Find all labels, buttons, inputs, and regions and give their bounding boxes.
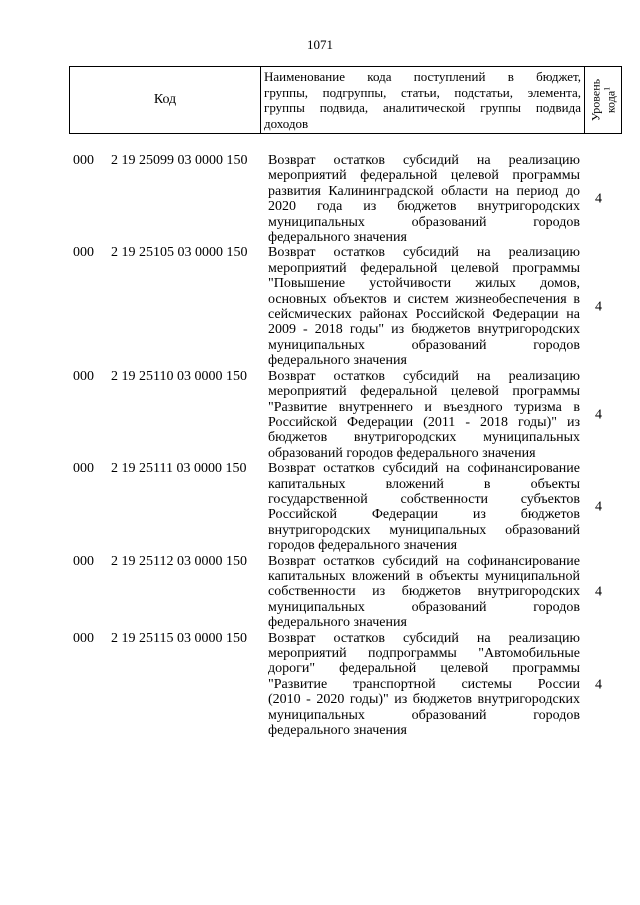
row-prefix: 000 bbox=[73, 368, 94, 384]
header-name-line: доходов bbox=[264, 115, 309, 131]
row-description-line: муниципальных образований городов bbox=[268, 214, 580, 230]
row-description-line: (2010 - 2020 годы)" из бюджетов внутригородских bbox=[268, 692, 580, 708]
row-code: 2 19 25111 03 0000 150 bbox=[111, 461, 247, 477]
header-name-line: группы, подгруппы, статьи, подстатьи, элемента, bbox=[264, 84, 581, 100]
row-description-line: Возврат остатков субсидий на реализацию bbox=[268, 630, 580, 646]
row-level: 4 bbox=[595, 191, 602, 207]
row-description bbox=[268, 461, 580, 553]
table-row bbox=[0, 369, 640, 461]
row-description-line: Возврат остатков субсидий на реализацию bbox=[268, 368, 580, 384]
row-description-line: развития Калининградской области на период до bbox=[268, 183, 580, 199]
row-description-line: федерального значения bbox=[268, 723, 407, 739]
header-code-cell: Код bbox=[70, 67, 261, 134]
row-code: 2 19 25105 03 0000 150 bbox=[111, 245, 248, 261]
row-level: 4 bbox=[595, 299, 602, 315]
row-description bbox=[268, 631, 580, 739]
row-level: 4 bbox=[595, 584, 602, 600]
row-description-line: основных объектов и систем жизнеобеспечения в bbox=[268, 291, 580, 307]
table-row bbox=[0, 245, 640, 368]
row-code: 2 19 25115 03 0000 150 bbox=[111, 630, 247, 646]
row-description-line: государственной собственности субъектов bbox=[268, 491, 580, 507]
row-description-line: мероприятий подпрограммы "Автомобильные bbox=[268, 646, 580, 661]
row-description-line: "Повышение устойчивости жилых домов, bbox=[268, 276, 580, 292]
row-level: 4 bbox=[595, 676, 602, 692]
row-description bbox=[268, 245, 580, 368]
row-description-line: сейсмических районах Российской Федерации на bbox=[268, 307, 580, 323]
row-description-line: Российской Федерации (2011 - 2018 годы)" из bbox=[268, 414, 580, 430]
table-row bbox=[0, 554, 640, 631]
row-code: 2 19 25110 03 0000 150 bbox=[111, 368, 247, 384]
table-row bbox=[0, 461, 640, 553]
row-description bbox=[268, 554, 580, 631]
row-description-line: Российской Федерации из бюджетов bbox=[268, 507, 580, 523]
row-description-line: Возврат остатков субсидий на реализацию bbox=[268, 153, 580, 168]
row-prefix: 000 bbox=[73, 153, 94, 168]
header-level-line bbox=[602, 79, 617, 121]
table-row bbox=[0, 631, 640, 739]
row-description-line: мероприятий федеральной целевой программы bbox=[268, 168, 580, 184]
row-prefix: 000 bbox=[73, 245, 94, 261]
row-description-line: Возврат остатков субсидий на софинансирование bbox=[268, 461, 580, 477]
row-description-line: Возврат остатков субсидий на реализацию bbox=[268, 245, 580, 261]
table-row bbox=[0, 153, 640, 245]
row-description-line: 2020 года из бюджетов внутригородских bbox=[268, 199, 580, 215]
row-prefix: 000 bbox=[73, 553, 94, 569]
row-level: 4 bbox=[595, 499, 602, 515]
header-level-line: Уровень bbox=[588, 78, 603, 122]
row-prefix: 000 bbox=[73, 630, 94, 646]
row-prefix: 000 bbox=[73, 461, 94, 477]
row-description-line: "Развитие внутреннего и въездного туризма в bbox=[268, 399, 580, 415]
header-name-line: группы подвида, аналитической группы подвида bbox=[264, 100, 581, 115]
header-name-cell bbox=[261, 67, 585, 134]
row-description-line: мероприятий федеральной целевой программы bbox=[268, 260, 580, 276]
row-description-line: муниципальных образований городов bbox=[268, 337, 580, 353]
row-description-line: муниципальных образований городов bbox=[268, 707, 580, 723]
row-code: 2 19 25099 03 0000 150 bbox=[111, 153, 248, 168]
header-level-word: кода bbox=[603, 90, 618, 114]
row-description bbox=[268, 369, 580, 461]
row-description-line: дороги" федеральной целевой программы bbox=[268, 661, 580, 677]
table-header bbox=[69, 66, 622, 134]
row-description-line: капитальных вложений в объекты bbox=[268, 476, 580, 492]
row-code: 2 19 25112 03 0000 150 bbox=[111, 553, 247, 569]
row-description-line: собственности из бюджетов внутригородских bbox=[268, 584, 580, 600]
row-description-line: городов федерального значения bbox=[268, 538, 458, 554]
page-number: 1071 bbox=[307, 37, 333, 52]
income-code-list bbox=[0, 153, 640, 738]
header-level-cell bbox=[585, 67, 622, 134]
header-level-label bbox=[590, 79, 617, 121]
row-description-line: федерального значения bbox=[268, 353, 407, 369]
row-description-line: капитальных вложений в объекты муниципальной bbox=[268, 568, 580, 584]
row-description-line: образований городов федерального значения bbox=[268, 445, 536, 461]
header-name-line: Наименование кода поступлений в бюджет, bbox=[264, 69, 581, 84]
header-level-footnote: 1 bbox=[602, 86, 612, 91]
row-description-line: муниципальных образований городов bbox=[268, 599, 580, 615]
row-description-line: мероприятий федеральной целевой программы bbox=[268, 384, 580, 400]
row-level: 4 bbox=[595, 407, 602, 423]
row-description-line: внутригородских муниципальных образований bbox=[268, 522, 580, 538]
row-description-line: федерального значения bbox=[268, 615, 407, 631]
row-description-line: федерального значения bbox=[268, 230, 407, 246]
row-description-line: бюджетов внутригородских муниципальных bbox=[268, 430, 580, 446]
row-description-line: "Развитие транспортной системы России bbox=[268, 676, 580, 692]
row-description-line: 2009 - 2018 годы" из бюджетов внутригородских bbox=[268, 322, 580, 338]
row-description bbox=[268, 153, 580, 245]
row-description-line: Возврат остатков субсидий на софинансирование bbox=[268, 553, 580, 569]
